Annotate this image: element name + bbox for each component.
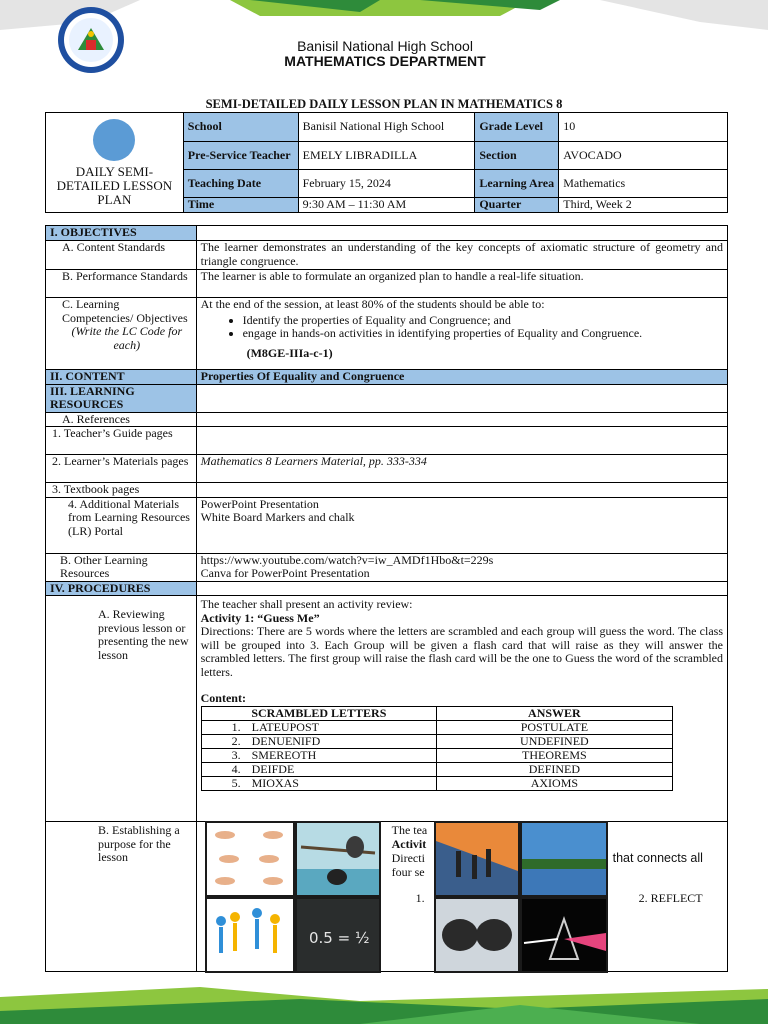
competencies-note: (Write the LC Code for each)	[71, 324, 183, 352]
quarter-value: Third, Week 2	[559, 198, 728, 213]
content-value: Properties Of Equality and Congruence	[196, 370, 727, 385]
other-resource-item: Canva for PowerPoint Presentation	[200, 566, 370, 580]
procedure-a-label: A. Reviewing previous lesson or presenting the new lesson	[46, 596, 197, 822]
activity-1-title: Activity 1: “Guess Me”	[200, 610, 320, 625]
competencies-intro: At the end of the session, at least 80% of the students should be able to:	[200, 297, 545, 311]
answer-word: POSTULATE	[437, 720, 672, 734]
school-label: School	[183, 113, 298, 142]
content-heading: II. CONTENT	[46, 370, 197, 385]
resources-heading: III. LEARNING RESOURCES	[46, 384, 197, 412]
plan-label-cell	[46, 113, 184, 213]
content-label: Content:	[200, 691, 246, 705]
row-number: 1.	[231, 719, 241, 734]
procedure-b-item-1: 1.	[415, 891, 425, 905]
time-label: Time	[183, 198, 298, 213]
area-label: Learning Area	[475, 170, 559, 198]
section-value: AVOCADO	[559, 142, 728, 170]
learners-materials-value: Mathematics 8 Learners Material, pp. 333-334	[196, 455, 727, 483]
lesson-info-table	[45, 112, 728, 213]
other-resources-label: B. Other Learning Resources	[46, 553, 197, 581]
photo-collage-left	[205, 821, 381, 973]
table-row	[201, 734, 672, 748]
answer-word: THEOREMS	[437, 748, 672, 762]
row-number: 2.	[231, 733, 241, 748]
area-value: Mathematics	[559, 170, 728, 198]
scrambled-word: DEIFDE	[251, 761, 295, 776]
scrambled-word: MIOXAS	[251, 775, 299, 790]
procedures-heading: IV. PROCEDURES	[46, 581, 197, 596]
youtube-link[interactable]: https://www.youtube.com/watch?v=iw_AMDf1Hbo&t=229s	[200, 552, 494, 567]
procedure-b-label: B. Establishing a purpose for the lesson	[46, 822, 197, 972]
answer-header: ANSWER	[437, 706, 672, 720]
school-value: Banisil National High School	[298, 113, 475, 142]
performance-standards-label: B. Performance Standards	[46, 270, 197, 298]
row-number: 5.	[231, 775, 241, 790]
date-value: February 15, 2024	[298, 170, 475, 198]
table-row	[201, 776, 672, 790]
collage-left-artwork	[205, 821, 381, 973]
teacher-value: EMELY LIBRADILLA	[298, 142, 475, 170]
scrambled-word: SMEREOTH	[251, 747, 317, 762]
time-value: 9:30 AM – 11:30 AM	[298, 198, 475, 213]
grade-label: Grade Level	[475, 113, 559, 142]
procedure-a-cell	[196, 596, 727, 822]
competencies-label: C. Learning Competencies/ Objectives	[62, 297, 188, 325]
procedure-b-text-1: The tea	[391, 823, 428, 837]
scrambled-word: LATEUPOST	[251, 719, 319, 734]
lesson-plan-table	[45, 225, 728, 972]
additional-materials-cell	[196, 497, 727, 553]
procedure-b-text-2: Activit	[391, 837, 427, 851]
answer-word: UNDEFINED	[437, 734, 672, 748]
footer-decoration	[0, 985, 768, 1024]
collage-right-artwork	[434, 821, 608, 973]
school-seal-logo	[50, 6, 132, 74]
additional-materials-label: 4. Additional Materials from Learning Resources (LR) Portal	[46, 497, 197, 553]
textbook-label: 3. Textbook pages	[46, 483, 197, 498]
teacher-label: Pre-Service Teacher	[183, 142, 298, 170]
table-row	[201, 748, 672, 762]
school-name: Banisil National High School	[297, 38, 473, 54]
competencies-label-cell	[46, 298, 197, 370]
content-standards-text: The learner demonstrates an understanding of the key concepts of axiomatic structure of geometry and triangle congruence.	[196, 241, 727, 270]
learners-materials-label: 2. Learner’s Materials pages	[46, 455, 197, 483]
content-standards-label: A. Content Standards	[46, 241, 197, 270]
procedure-b-text-3: Directi	[391, 851, 425, 865]
competency-item: • engage in hands-on activities in identifying properties of Equality and Congruence.	[243, 327, 723, 341]
document-title: SEMI-DETAILED DAILY LESSON PLAN IN MATHEMATICS 8	[205, 97, 563, 111]
photo-collage-right	[434, 821, 608, 973]
objectives-heading: I. OBJECTIVES	[46, 226, 197, 241]
quarter-label: Quarter	[475, 198, 559, 213]
activity-1-directions: Directions: There are 5 words where the letters are scrambled and each group will guess the word. The class will be grouped into 3. Each Group will be given a flash card that will raise as they will answer the scrambled letters. The first group will raise the flash card will be the one to Guess the word of the scrambled letters.	[200, 624, 723, 679]
procedure-b-text-right: that connects all	[612, 851, 703, 865]
scrambled-header: SCRAMBLED LETTERS	[201, 706, 437, 720]
performance-standards-text: The learner is able to formulate an organized plan to handle a real-life situation.	[196, 270, 727, 298]
department-name: MATHEMATICS DEPARTMENT	[284, 53, 486, 69]
scrambled-word: DENUENIFD	[251, 733, 321, 748]
scrambled-words-table	[201, 706, 673, 791]
other-resources-cell	[196, 553, 727, 581]
plan-label: DAILY SEMI-DETAILED LESSON PLAN	[56, 163, 173, 207]
competencies-cell	[196, 298, 727, 370]
row-number: 4.	[231, 761, 241, 776]
competency-item: • Identify the properties of Equality and Congruence; and	[243, 314, 723, 328]
grade-value: 10	[559, 113, 728, 142]
teachers-guide-label: 1. Teacher’s Guide pages	[46, 427, 197, 455]
procedure-b-item-2: 2. REFLECT	[638, 891, 703, 905]
references-label: A. References	[46, 412, 197, 427]
answer-word: AXIOMS	[437, 776, 672, 790]
fraction-chalk-text: 0.5 = ½	[309, 929, 370, 947]
procedure-b-text-4: four se	[391, 865, 425, 879]
section-label: Section	[475, 142, 559, 170]
answer-word: DEFINED	[437, 762, 672, 776]
additional-material-item: PowerPoint Presentation	[200, 496, 319, 511]
lc-code: (M8GE-IIIa-c-1)	[246, 345, 333, 360]
date-label: Teaching Date	[183, 170, 298, 198]
additional-material-item: White Board Markers and chalk	[200, 510, 355, 524]
blue-circle-shape	[93, 119, 135, 161]
row-number: 3.	[231, 747, 241, 762]
procedure-a-intro: The teacher shall present an activity review:	[200, 597, 413, 611]
table-row	[201, 762, 672, 776]
table-row	[201, 720, 672, 734]
